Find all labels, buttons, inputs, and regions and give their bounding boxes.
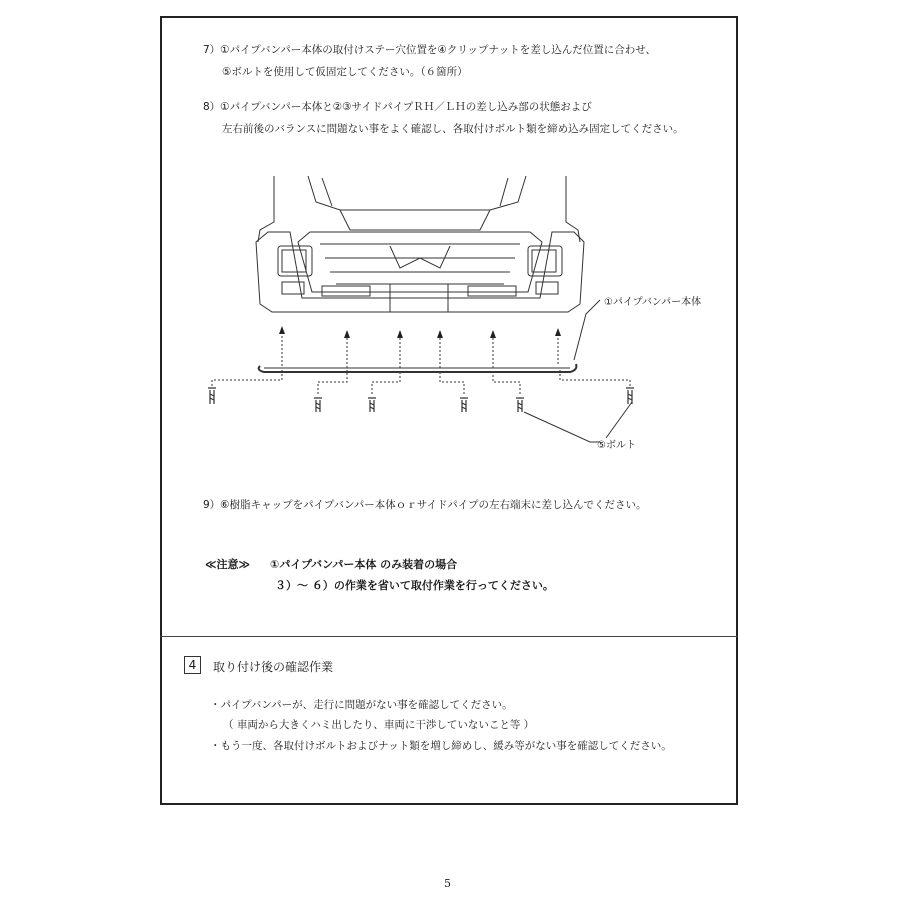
section-title: 取り付け後の確認作業: [213, 660, 334, 674]
check-bullet-2: ・もう一度、各取付けボルトおよびナット類を増し締めし、緩み等がない事を確認してください。: [210, 740, 672, 752]
bolt-leader-line-1: [524, 412, 600, 442]
note-line2: ３）～ ６）の作業を省いて取付作業を行ってください。: [275, 579, 554, 592]
step8-line1: 8）①パイプバンパー本体と②③サイドパイプＲＨ／ＬＨの差し込み部の状態および: [203, 101, 592, 113]
step7-line1: 7）①パイプバンパー本体の取付けステー穴位置を④クリップナットを差し込んだ位置に合わせ、: [203, 44, 656, 56]
note-line1: ①パイプバンパー本体 のみ装着の場合: [270, 558, 458, 571]
bolts: [208, 388, 634, 412]
label-pipe-bumper-body: ①パイプバンパー本体: [604, 297, 702, 308]
label-bolt: ⑤ボルト: [597, 440, 636, 451]
step9-line1: 9）⑥樹脂キャップをパイプバンパー本体ｏｒサイドパイプの左右端末に差し込んでください。: [203, 499, 647, 511]
step8-line2: 左右前後のバランスに問題ない事をよく確認し、各取付けボルト類を締め込み固定してください。: [222, 123, 684, 135]
bumper-installation-diagram: [190, 172, 650, 462]
check-bullet-1: ・パイプバンパーが、走行に問題がない事を確認してください。: [210, 699, 513, 711]
bolt-leader-line-2: [606, 402, 632, 438]
section-number-box: 4: [184, 656, 201, 674]
section-divider: [160, 636, 738, 637]
note-heading: ≪注意≫: [205, 558, 251, 571]
bumper-leader-line: [574, 300, 600, 360]
truck-front-illustration: [256, 176, 584, 312]
page-number: 5: [444, 877, 451, 890]
check-bullet-1-sub: （ 車両から大きくハミ出したり、車両に干渉していないこと等 ）: [223, 719, 535, 731]
step7-line2: ⑤ボルトを使用して仮固定してください。（６箇所）: [222, 66, 468, 78]
